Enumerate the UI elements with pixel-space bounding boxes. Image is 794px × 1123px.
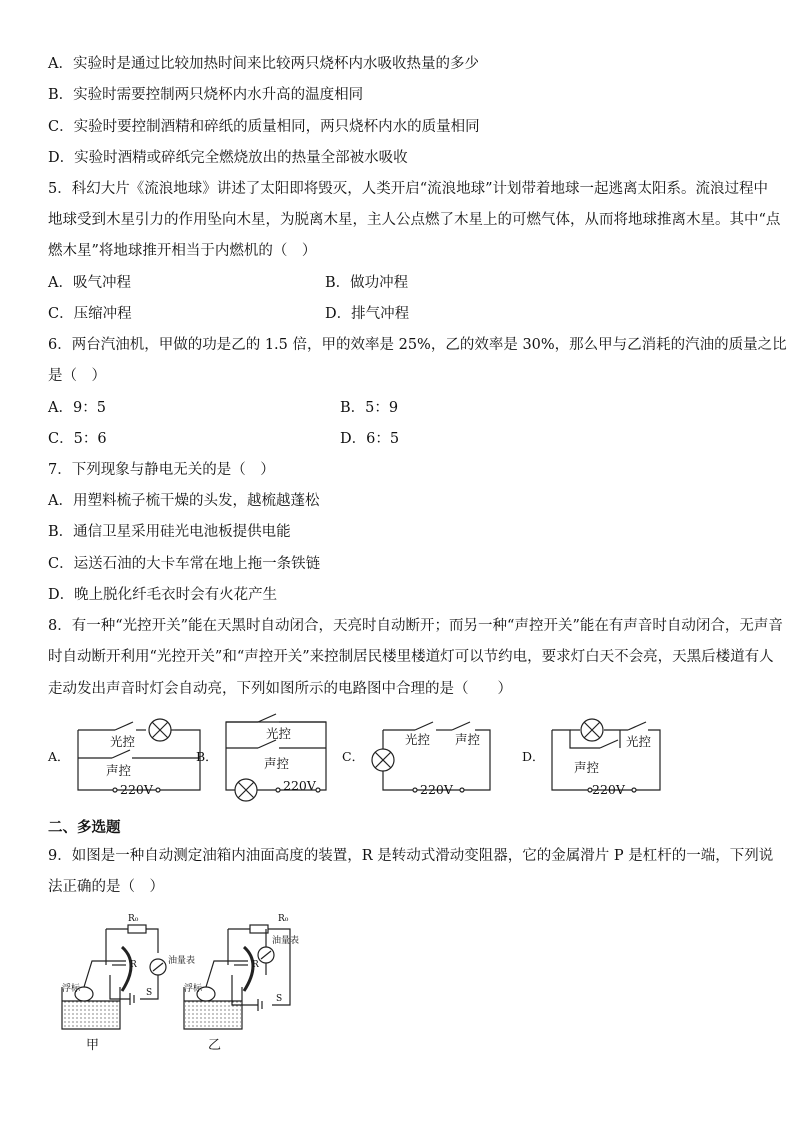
- caption-yi: 乙: [208, 1038, 222, 1053]
- q6-option-b: B．5：9: [340, 400, 399, 416]
- q4-option-d: D．实验时酒精或碎纸完全燃烧放出的热量全部被水吸收: [48, 150, 408, 166]
- guangkong-d: 光控: [626, 734, 652, 749]
- meter-yi: 油量表: [272, 936, 300, 946]
- section-title: 二、多选题: [48, 819, 121, 836]
- q6-option-d: D．6：5: [340, 431, 400, 447]
- q5-stem-line1: 5．科幻大片《流浪地球》讲述了太阳即将毁灭，人类开启“流浪地球”计划带着地球一起逃离太阳系。流浪过程中: [48, 181, 769, 197]
- s-jia: S: [146, 988, 153, 998]
- shengkong-c: 声控: [455, 732, 481, 747]
- q6-option-a: A．9：5: [48, 400, 106, 416]
- q7-option-d: D．晚上脱化纤毛衣时会有火花产生: [48, 587, 278, 603]
- q6-option-c: C．5：6: [48, 431, 107, 447]
- guangkong-b: 光控: [266, 726, 292, 741]
- q5-stem-line2: 地球受到木星引力的作用坠向木星，为脱离木星，主人公点燃了木星上的可燃气体，从而将地球推离木星。其中“点: [48, 212, 781, 228]
- shengkong-d: 声控: [574, 760, 600, 775]
- r-jia: R: [130, 960, 137, 970]
- q4-option-c: C．实验时要控制酒精和碎纸的质量相同，两只烧杯内水的质量相同: [48, 119, 480, 135]
- q7-option-b: B．通信卫星采用硅光电池板提供电能: [48, 524, 291, 540]
- q6-stem-line1: 6．两台汽油机，甲做的功是乙的 1.5 倍，甲的效率是 25%，乙的效率是 30%，那么甲与乙消耗的汽油的质量之比: [48, 337, 787, 353]
- label-c: C．: [342, 749, 365, 764]
- voltage-d: 220V: [592, 782, 625, 797]
- q4-option-b: B．实验时需要控制两只烧杯内水升高的温度相同: [48, 87, 364, 103]
- q8-circuit-diagrams: [0, 708, 794, 806]
- q5-option-b: B．做功冲程: [325, 275, 409, 291]
- label-a: A．: [48, 749, 70, 764]
- q9-stem-line1: 9．如图是一种自动测定油箱内油面高度的装置，R 是转动式滑动变阻器，它的金属滑片 P 是杠杆的一端，下列说: [48, 848, 774, 864]
- q8-stem-line3: 走动发出声音时灯会自动亮，下列如图所示的电路图中合理的是（ ）: [48, 681, 512, 697]
- figure-jia: [62, 925, 166, 1029]
- q9-stem-line2: 法正确的是（ ）: [48, 879, 164, 895]
- q7-option-a: A．用塑料梳子梳干燥的头发，越梳越蓬松: [48, 493, 320, 509]
- q5-option-a: A．吸气冲程: [48, 275, 131, 291]
- guangkong-c: 光控: [405, 732, 431, 747]
- q8-stem-line1: 8．有一种“光控开关”能在天黑时自动闭合，天亮时自动断开；而另一种“声控开关”能在有声音时自动闭合，无声音: [48, 618, 783, 634]
- q5-option-d: D．排气冲程: [325, 306, 410, 322]
- q6-stem-line2: 是（ ）: [48, 368, 106, 384]
- q7-option-c: C．运送石油的大卡车常在地上拖一条铁链: [48, 556, 321, 572]
- meter-jia: 油量表: [168, 956, 196, 966]
- q5-stem-line3: 燃木星”将地球推开相当于内燃机的（ ）: [48, 243, 317, 259]
- s-yi: S: [276, 994, 283, 1004]
- float-yi: 浮标: [184, 984, 203, 994]
- r0-yi: R₀: [278, 914, 289, 924]
- voltage-a: 220V: [120, 782, 153, 797]
- guangkong-a: 光控: [110, 734, 136, 749]
- q5-option-c: C．压缩冲程: [48, 306, 132, 322]
- caption-jia: 甲: [86, 1038, 100, 1053]
- shengkong-b: 声控: [264, 756, 290, 771]
- q8-stem-line2: 时自动断开利用“光控开关”和“声控开关”来控制居民楼里楼道灯可以节约电，要求灯白天不会亮，天黑后楼道有人: [48, 649, 774, 665]
- float-jia: 浮标: [62, 984, 81, 994]
- q4-option-a: A．实验时是通过比较加热时间来比较两只烧杯内水吸收热量的多少: [48, 56, 479, 72]
- shengkong-a: 声控: [106, 763, 132, 778]
- label-d: D．: [522, 749, 545, 764]
- label-b: B．: [196, 749, 218, 764]
- r0-jia: R₀: [128, 914, 139, 924]
- voltage-b: 220V: [283, 778, 316, 793]
- voltage-c: 220V: [420, 782, 453, 797]
- r-yi: R: [252, 960, 259, 970]
- q9-figures: [0, 905, 794, 1055]
- q7-stem: 7．下列现象与静电无关的是（ ）: [48, 462, 275, 478]
